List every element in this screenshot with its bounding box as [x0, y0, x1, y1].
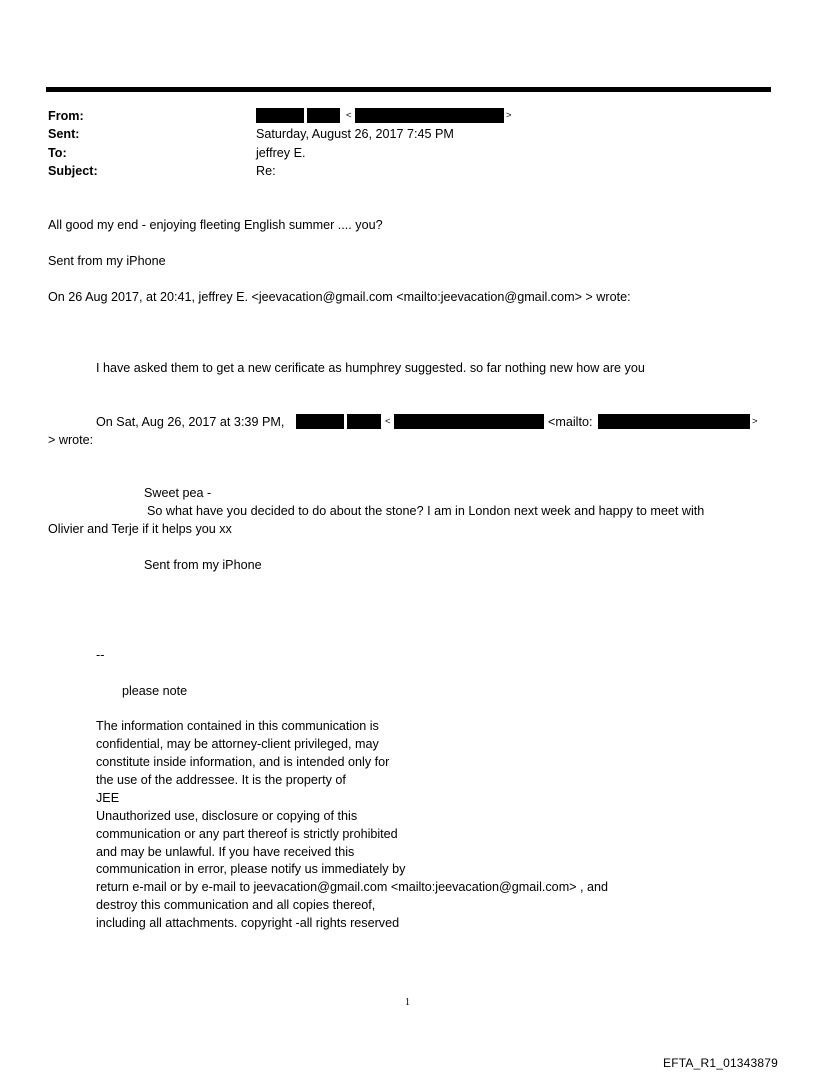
header-rule: [46, 87, 771, 92]
page-number: 1: [405, 997, 410, 1008]
redacted-email-2: [598, 414, 750, 429]
quoted-reply-line: I have asked them to get a new cerificate as humphrey suggested. so far nothing new how are you: [96, 361, 645, 375]
signature-separator: --: [96, 648, 105, 662]
redacted-email-1: [394, 414, 544, 429]
disclaimer-line: including all attachments. copyright -all rights reserved: [96, 916, 400, 930]
redacted-sender-last: [307, 108, 340, 123]
document-id: EFTA_R1_01343879: [663, 1056, 779, 1070]
body-line-signature: Sent from my iPhone: [48, 254, 166, 268]
subject-label: Subject:: [48, 164, 98, 178]
to-label: To:: [48, 146, 67, 160]
quote-signature: Sent from my iPhone: [144, 558, 262, 572]
disclaimer-line: communication in error, please notify us immediately by: [96, 862, 406, 876]
disclaimer-line: Unauthorized use, disclosure or copying of this: [96, 809, 358, 823]
quoted-attribution-mailto: <mailto:: [548, 415, 593, 429]
quoted-attribution-prefix: On Sat, Aug 26, 2017 at 3:39 PM,: [96, 415, 285, 429]
from-gt: >: [506, 110, 512, 121]
disclaimer-line: the use of the addressee. It is the property of: [96, 773, 346, 787]
body-line-reply: All good my end - enjoying fleeting English summer .... you?: [48, 218, 383, 232]
redacted-name-first: [296, 414, 344, 429]
redacted-sender-email: [355, 108, 504, 123]
disclaimer-line: return e-mail or by e-mail to jeevacation@gmail.com <mailto:jeevacation@gmail.com> , and: [96, 880, 609, 894]
sent-value: Saturday, August 26, 2017 7:45 PM: [256, 127, 454, 141]
quote-question: So what have you decided to do about the stone? I am in London next week and happy to meet with: [147, 504, 705, 518]
to-value: jeffrey E.: [256, 146, 306, 160]
disclaimer-line: destroy this communication and all copies thereof,: [96, 898, 376, 912]
redacted-name-last: [347, 414, 381, 429]
disclaimer-line: communication or any part thereof is strictly prohibited: [96, 827, 398, 841]
subject-value: Re:: [256, 164, 276, 178]
sent-label: Sent:: [48, 127, 80, 141]
quoted-attribution-wrote: > wrote:: [48, 433, 94, 447]
disclaimer-line: The information contained in this communication is: [96, 719, 379, 733]
disclaimer-line: constitute inside information, and is intended only for: [96, 755, 390, 769]
from-lt: <: [346, 110, 352, 121]
quoted-attribution-lt: <: [385, 416, 391, 427]
disclaimer-line: and may be unlawful. If you have received this: [96, 845, 355, 859]
redacted-sender-first: [256, 108, 304, 123]
quote-greeting: Sweet pea -: [144, 486, 212, 500]
disclaimer-line: JEE: [96, 791, 120, 805]
quoted-attribution-gt: >: [752, 416, 758, 427]
quote-continuation: Olivier and Terje if it helps you xx: [48, 522, 232, 536]
please-note-heading: please note: [122, 684, 188, 698]
disclaimer-line: confidential, may be attorney-client privileged, may: [96, 737, 379, 751]
from-label: From:: [48, 109, 84, 123]
body-line-attribution: On 26 Aug 2017, at 20:41, jeffrey E. <jeevacation@gmail.com <mailto:jeevacation@gmail.com> > wrote:: [48, 290, 631, 304]
